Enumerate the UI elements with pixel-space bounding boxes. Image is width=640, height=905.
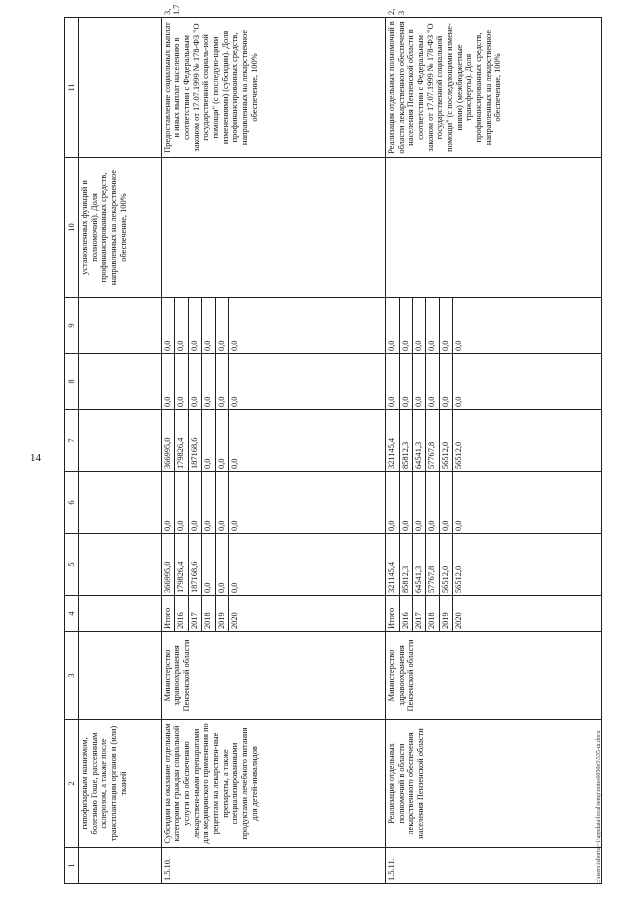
program-table — [64, 4, 602, 884]
value-cell: 57767,8 — [426, 534, 439, 596]
page-number: 14 — [30, 452, 41, 464]
section-name: Субсидии на оказание отдельным категориям граждан социальной услуги по обеспечению лекарствен-ными препаратами для медицинского применения по рецептам на лекарствен-ные препараты, а также специализированными продуктами лечебного питания для детей-инвалидов — [161, 720, 385, 848]
value-cell: 321145,4 — [386, 410, 399, 472]
value-cell: 0,0 — [188, 298, 201, 354]
value-cell: 0,0 — [202, 298, 215, 354]
value-cell: 0,0 — [229, 298, 386, 354]
value-cell: 0,0 — [399, 472, 412, 534]
value-cell: 187168,6 — [188, 534, 201, 596]
value-cell: 0,0 — [413, 354, 426, 410]
cont-empty-cell — [79, 632, 162, 720]
value-cell: 0,0 — [439, 472, 452, 534]
value-cell: 0,0 — [215, 354, 228, 410]
section-indicator: Предоставление социальных выплат и иных выплат населению в соответствии с Федеральным законом от 17.07.1999 № 178-ФЗ "О государственной социаль-ной помощи" (с последую-щими изменениями) (субсидии). Доля профинансированных средств, направленных на лекарственное обеспечение, 100% — [161, 18, 385, 158]
value-cell: 0,0 — [229, 534, 386, 596]
value-cell: 0,0 — [453, 472, 602, 534]
value-cell: 0,0 — [175, 354, 188, 410]
value-cell: 85812,3 — [399, 410, 412, 472]
year-cell: 2018 — [426, 596, 439, 632]
header-row — [65, 18, 79, 884]
value-cell: 56512,0 — [439, 410, 452, 472]
footer-file-path: c:\users\isborisl~1\appdata\local\temp\notes6030e5\535-ш.docx — [596, 730, 602, 884]
value-cell: 366995,0 — [161, 410, 174, 472]
year-cell: 2017 — [413, 596, 426, 632]
column-header-3: 3 — [65, 632, 79, 720]
value-cell: 366995,0 — [161, 534, 174, 596]
value-cell: 0,0 — [229, 472, 386, 534]
column-header-5: 5 — [65, 534, 79, 596]
value-cell: 321145,4 — [386, 534, 399, 596]
value-cell: 56512,0 — [453, 534, 602, 596]
year-cell: 2016 — [175, 596, 188, 632]
continuation-row — [79, 18, 162, 884]
value-cell: 0,0 — [215, 410, 228, 472]
value-cell: 187168,6 — [188, 410, 201, 472]
value-cell: 0,0 — [215, 534, 228, 596]
value-cell: 0,0 — [413, 298, 426, 354]
section-executor: Министерство здравоохранения Пензенской области — [386, 632, 602, 720]
section-name: Реализация отдельных полномочий в области лекарственного обеспечения населения Пензенской области — [386, 720, 602, 848]
value-cell: 0,0 — [188, 472, 201, 534]
value-cell: 0,0 — [188, 354, 201, 410]
section-indicator: Реализация отдельных полномочий в области лекарственного обеспечения населения Пензенской области в соответствии с Федеральным законом от 17.07.1999 № 178-ФЗ "О государственной социальной помощи" (с последующими измене-ниями) (межбюджетные трансферты). Доля профинансированных средств, направленных на лекарственное обеспечение, 100% — [386, 18, 602, 158]
rotated-page — [64, 4, 602, 884]
value-cell: 0,0 — [161, 298, 174, 354]
value-cell: 0,0 — [229, 354, 386, 410]
section-empty-col9 — [161, 158, 385, 298]
value-cell: 0,0 — [161, 472, 174, 534]
cont-empty-cell — [79, 472, 162, 534]
section-number: 1.5.11. — [386, 848, 602, 884]
value-cell: 0,0 — [439, 298, 452, 354]
value-cell: 0,0 — [426, 354, 439, 410]
value-cell: 0,0 — [439, 354, 452, 410]
cont-name-cell: гипофизарным нанизмом, болезнью Гоше, рассеянным склерозом, а также после трансплантации органов и (или) тканей — [79, 720, 162, 848]
value-cell: 0,0 — [426, 472, 439, 534]
cont-empty-cell — [79, 18, 162, 158]
value-cell: 0,0 — [202, 472, 215, 534]
year-cell: 2018 — [202, 596, 215, 632]
value-cell: 179826,4 — [175, 534, 188, 596]
value-cell: 0,0 — [386, 472, 399, 534]
year-cell: 2020 — [229, 596, 386, 632]
year-cell: 2019 — [439, 596, 452, 632]
section-empty-col9 — [386, 158, 602, 298]
value-cell: 0,0 — [202, 410, 215, 472]
value-cell: 0,0 — [202, 354, 215, 410]
column-header-8: 8 — [65, 354, 79, 410]
value-cell: 0,0 — [202, 534, 215, 596]
value-cell: 0,0 — [161, 354, 174, 410]
column-header-11: 11 — [65, 18, 79, 158]
value-cell: 0,0 — [399, 298, 412, 354]
cont-num-cell — [79, 848, 162, 884]
value-cell: 85812,3 — [399, 534, 412, 596]
column-header-9: 9 — [65, 298, 79, 354]
column-header-1: 1 — [65, 848, 79, 884]
cont-empty-cell — [79, 298, 162, 354]
value-cell: 179826,4 — [175, 410, 188, 472]
value-cell: 0,0 — [175, 298, 188, 354]
year-cell: 2020 — [453, 596, 602, 632]
column-header-2: 2 — [65, 720, 79, 848]
cont-empty-cell — [79, 354, 162, 410]
value-cell: 57767,8 — [426, 410, 439, 472]
cont-indicator-cell: установленных функций и полномочий). Доля профинансированных средств, направленных на лекарственное обеспечение, 100% — [79, 158, 162, 298]
value-cell: 0,0 — [229, 410, 386, 472]
value-cell: 0,0 — [386, 354, 399, 410]
value-cell: 64541,3 — [413, 534, 426, 596]
column-header-6: 6 — [65, 472, 79, 534]
year-cell: Итого — [386, 596, 399, 632]
year-cell: Итого — [161, 596, 174, 632]
column-header-4: 4 — [65, 596, 79, 632]
value-cell: 0,0 — [426, 298, 439, 354]
column-header-10: 10 — [65, 158, 79, 298]
table-row: 1.5.11. Реализация отдельных полномочий в области лекарственного обеспечения населения Пензенской области Министерство здравоохранения Пензенской области Итого 321145,4 0,0 321145,4 0,0 0,0 Реализация отдельных полномочий в области лекарственного обеспечения населения Пензенской области в соответствии с Федеральным законом от 17.07.1999 № 178-ФЗ "О государственной социальной помощи" (с последующими измене-ниями) (межбюджетные трансферты). Доля профинансированных средств, направленных на лекарственное обеспечение, 100% 2, 3 — [386, 18, 399, 884]
value-cell: 0,0 — [175, 472, 188, 534]
cont-empty-cell — [79, 534, 162, 596]
value-cell: 56512,0 — [439, 534, 452, 596]
value-cell: 0,0 — [215, 298, 228, 354]
value-cell: 0,0 — [215, 472, 228, 534]
column-header-7: 7 — [65, 410, 79, 472]
cont-empty-cell — [79, 596, 162, 632]
section-executor: Министерство здравоохранения Пензенской области — [161, 632, 385, 720]
value-cell: 64541,3 — [413, 410, 426, 472]
year-cell: 2017 — [188, 596, 201, 632]
value-cell: 56512,0 — [453, 410, 602, 472]
cont-empty-cell — [79, 410, 162, 472]
value-cell: 0,0 — [399, 354, 412, 410]
value-cell: 0,0 — [453, 354, 602, 410]
year-cell: 2019 — [215, 596, 228, 632]
value-cell: 0,0 — [386, 298, 399, 354]
section-number: 1.5.10. — [161, 848, 385, 884]
value-cell: 0,0 — [413, 472, 426, 534]
year-cell: 2016 — [399, 596, 412, 632]
value-cell: 0,0 — [453, 298, 602, 354]
table-row: 1.5.10. Субсидии на оказание отдельным категориям граждан социальной услуги по обеспечению лекарствен-ными препаратами для медицинского применения по рецептам на лекарствен-ные препараты, а также специализированными продуктами лечебного питания для детей-инвалидов Министерство здравоохранения Пензенской области Итого 366995,0 0,0 366995,0 0,0 0,0 Предоставление социальных выплат и иных выплат населению в соответствии с Федеральным законом от 17.07.1999 № 178-ФЗ "О государственной социаль-ной помощи" (с последую-щими изменениями) (субсидии). Доля профинансированных средств, направленных на лекарственное обеспечение, 100% 3, 1.7 — [161, 18, 174, 884]
